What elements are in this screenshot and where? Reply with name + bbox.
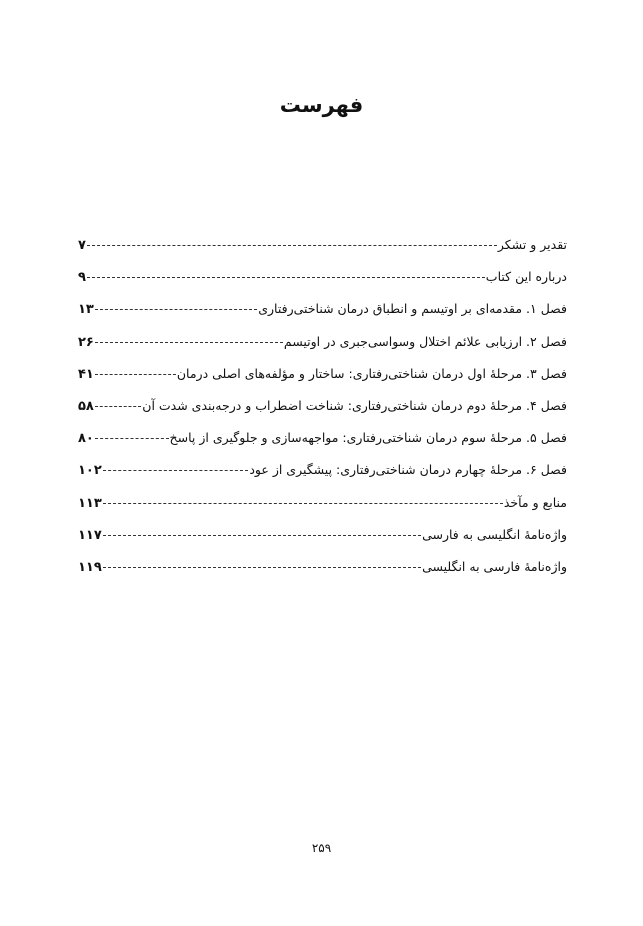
toc-dot-leader bbox=[95, 406, 141, 407]
toc-entry-page: ۲۶ bbox=[78, 334, 94, 350]
toc-entry-page: ۴۱ bbox=[78, 366, 94, 382]
toc-entry-title: تقدیر و تشکر bbox=[497, 237, 567, 252]
toc-entry bbox=[78, 263, 567, 295]
toc-entry-title: فصل ۶. مرحلهٔ چهارم درمان شناختی‌رفتاری: پیشگیری از عود bbox=[249, 462, 567, 478]
toc-dot-leader bbox=[103, 535, 421, 536]
toc-entry-page: ۱۰۲ bbox=[78, 463, 102, 479]
toc-dot-leader bbox=[95, 438, 169, 439]
toc-entry-page: ۷ bbox=[78, 238, 86, 253]
toc-entry bbox=[78, 424, 567, 456]
toc-entry-page: ۵۸ bbox=[78, 398, 94, 414]
toc-entry-page: ۸۰ bbox=[78, 431, 94, 447]
toc-entry-title: فصل ۴. مرحلهٔ دوم درمان شناختی‌رفتاری: شناخت اضطراب و درجه‌بندی شدت آن bbox=[142, 397, 567, 413]
toc-entry bbox=[78, 360, 567, 392]
page-number: ۲۵۹ bbox=[311, 841, 332, 855]
toc-entry bbox=[78, 521, 567, 553]
toc-entry bbox=[78, 328, 567, 360]
toc-entry bbox=[78, 456, 567, 488]
toc-entry-page: ۱۱۳ bbox=[78, 495, 102, 511]
toc-dot-leader bbox=[95, 374, 176, 375]
toc-entry bbox=[78, 553, 567, 585]
toc-entry-title: واژه‌نامهٔ فارسی به انگلیسی bbox=[422, 558, 567, 574]
toc-entry-title: فصل ۱. مقدمه‌ای بر اوتیسم و انطباق درمان شناختی‌رفتاری bbox=[258, 301, 567, 317]
toc-dot-leader bbox=[95, 342, 283, 343]
toc-entry-page: ۱۱۹ bbox=[78, 559, 102, 575]
toc-dot-leader bbox=[103, 567, 421, 568]
table-of-contents bbox=[78, 231, 567, 585]
toc-dot-leader bbox=[103, 470, 249, 471]
toc-dot-leader bbox=[103, 503, 503, 504]
page-title: فهرست bbox=[279, 93, 364, 117]
toc-entry-title: فصل ۳. مرحلهٔ اول درمان شناختی‌رفتاری: ساختار و مؤلفه‌های اصلی درمان bbox=[176, 365, 567, 381]
toc-entry-title: واژه‌نامهٔ انگلیسی به فارسی bbox=[422, 526, 567, 542]
toc-entry bbox=[78, 392, 567, 424]
toc-entry bbox=[78, 489, 567, 521]
toc-entry-title: منابع و مآخذ bbox=[503, 494, 567, 510]
toc-dot-leader bbox=[95, 309, 257, 310]
toc-entry bbox=[78, 231, 567, 263]
toc-dot-leader bbox=[87, 245, 497, 246]
toc-entry-page: ۱۳ bbox=[78, 302, 94, 318]
toc-entry-page: ۹ bbox=[78, 270, 86, 286]
toc-entry bbox=[78, 295, 567, 327]
toc-dot-leader bbox=[87, 277, 485, 278]
toc-entry-title: فصل ۵. مرحلهٔ سوم درمان شناختی‌رفتاری: مواجهه‌سازی و جلوگیری از پاسخ bbox=[169, 430, 567, 446]
toc-entry-title: درباره این کتاب bbox=[485, 269, 567, 285]
toc-entry-title: فصل ۲. ارزیابی علائم اختلال وسواسی‌جبری در اوتیسم bbox=[283, 333, 567, 349]
toc-entry-page: ۱۱۷ bbox=[78, 527, 102, 543]
